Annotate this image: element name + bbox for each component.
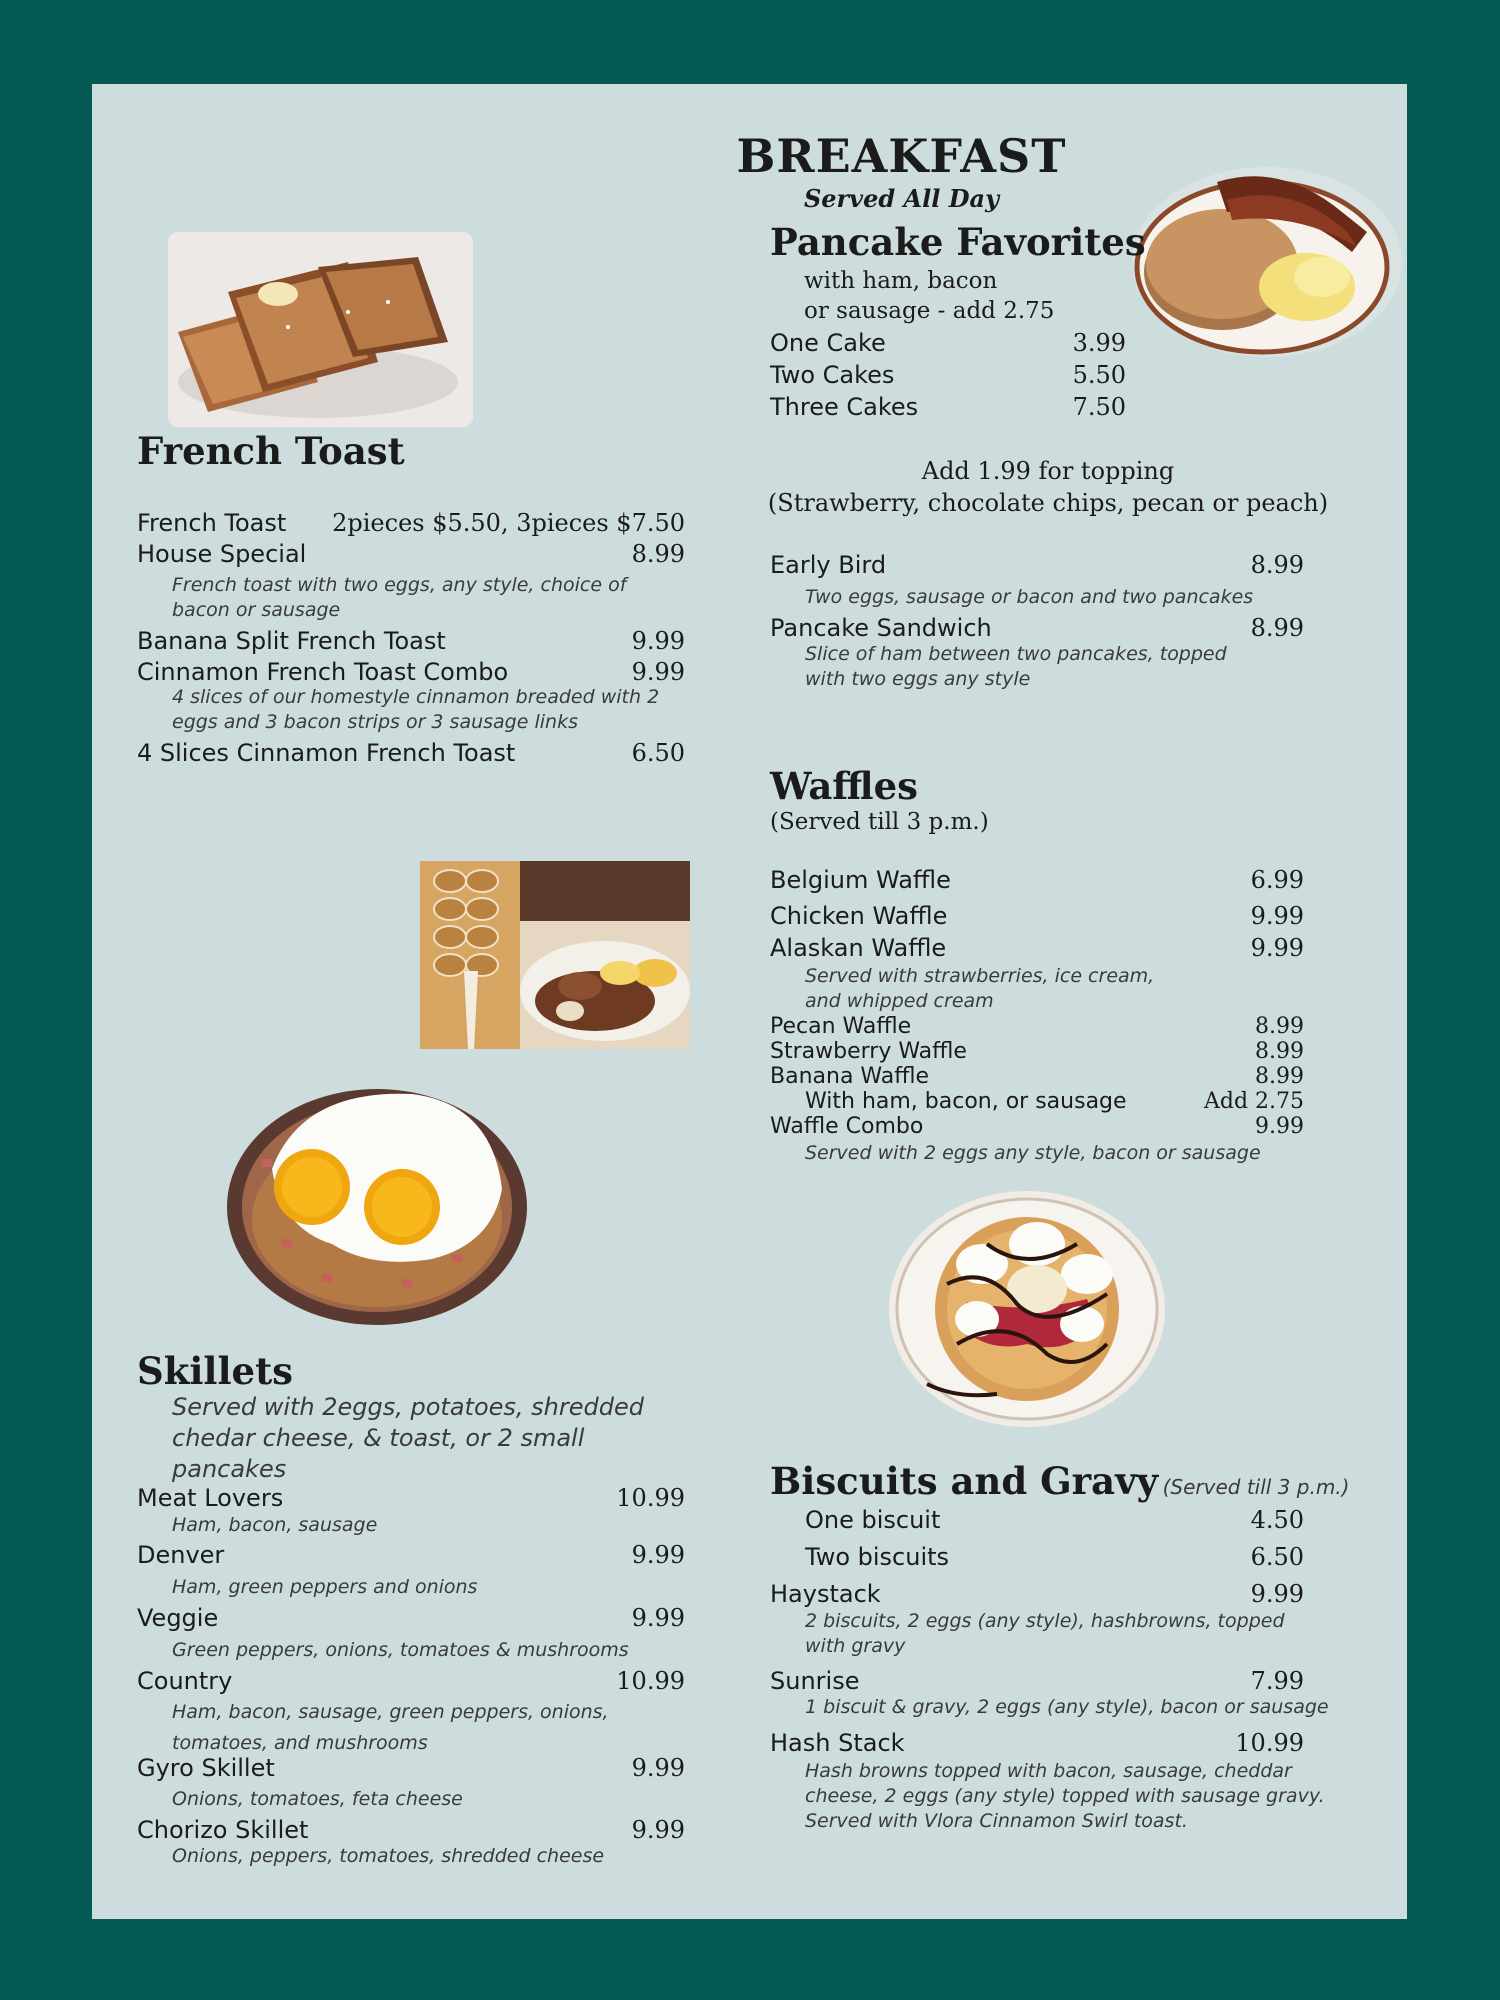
item-name: Two Cakes <box>770 361 895 389</box>
menu-item <box>137 1484 685 1515</box>
french-toast-heading: French Toast <box>137 429 405 473</box>
item-price: 9.99 <box>631 1604 685 1632</box>
item-description: 4 slices of our homestyle cinnamon breaded with 2 eggs and 3 bacon strips or 3 sausage links <box>172 686 660 733</box>
item-price: 9.99 <box>1250 902 1304 930</box>
item-description: Onions, tomatoes, feta cheese <box>172 1788 463 1810</box>
menu-item <box>137 540 685 571</box>
item-price: 8.99 <box>1255 1014 1304 1039</box>
item-name: Sunrise <box>770 1667 860 1695</box>
topping-note: Add 1.99 for topping <box>921 457 1175 485</box>
item-price: 8.99 <box>1255 1064 1304 1089</box>
item-description: Ham, bacon, sausage, green peppers, onions, tomatoes, and mushrooms <box>172 1701 609 1754</box>
menu-item <box>770 551 1304 582</box>
item-price: 8.99 <box>1250 614 1304 642</box>
item-name: Hash Stack <box>770 1729 905 1757</box>
menu-item <box>770 1667 1304 1698</box>
item-name: Veggie <box>137 1604 219 1632</box>
topping-options: (Strawberry, chocolate chips, pecan or peach) <box>767 489 1329 517</box>
item-price: 9.99 <box>1255 1114 1304 1139</box>
item-price: 9.99 <box>631 658 685 686</box>
skillets-intro: Served with 2eggs, potatoes, shredded chedar cheese, & toast, or 2 small pancakes <box>172 1393 644 1483</box>
item-name: Early Bird <box>770 551 887 579</box>
item-price: 9.99 <box>1250 1580 1304 1608</box>
item-price: 7.50 <box>1072 393 1126 421</box>
menu-item <box>137 1816 685 1847</box>
biscuits-note: (Served till 3 p.m.) <box>1162 1475 1350 1499</box>
pancake-heading: Pancake Favorites <box>770 220 1146 264</box>
item-price: 6.50 <box>1250 1543 1304 1571</box>
item-description: Served with strawberries, ice cream, and whipped cream <box>805 965 1155 1012</box>
item-name: Pecan Waffle <box>770 1014 912 1039</box>
item-name: One biscuit <box>805 1506 941 1534</box>
item-description: 2 biscuits, 2 eggs (any style), hashbrowns, topped with gravy <box>805 1610 1285 1657</box>
menu-item <box>137 1667 685 1698</box>
item-price: 9.99 <box>631 1816 685 1844</box>
item-price: 8.99 <box>631 540 685 568</box>
item-name: House Special <box>137 540 307 568</box>
item-price: 9.99 <box>1250 934 1304 962</box>
pancake-note-1: with ham, bacon <box>804 268 998 294</box>
item-price: 6.50 <box>631 739 685 767</box>
menu-item <box>770 902 1304 933</box>
menu-item <box>770 1114 1304 1139</box>
item-name: Denver <box>137 1541 225 1569</box>
item-price: Add 2.75 <box>1203 1089 1304 1114</box>
menu-item <box>770 1014 1304 1039</box>
item-name: Strawberry Waffle <box>770 1039 967 1064</box>
menu-item <box>770 329 1126 360</box>
item-description: Green peppers, onions, tomatoes & mushrooms <box>172 1639 629 1661</box>
item-name: Belgium Waffle <box>770 866 951 894</box>
french-toast-first-line <box>137 509 685 540</box>
menu-item <box>137 739 685 770</box>
item-name: Waffle Combo <box>770 1114 924 1139</box>
pancake-photo <box>1132 142 1407 362</box>
waffles-heading: Waffles <box>770 764 918 808</box>
item-price: 7.99 <box>1250 1667 1304 1695</box>
item-price: 9.99 <box>631 1541 685 1569</box>
menu-item <box>137 1604 685 1635</box>
item-price: 10.99 <box>616 1484 685 1512</box>
item-price: 9.99 <box>631 1754 685 1782</box>
menu-item <box>805 1543 1304 1574</box>
waffle-sundae-photo <box>887 1184 1172 1429</box>
menu-page <box>92 84 1407 1919</box>
item-name: Alaskan Waffle <box>770 934 947 962</box>
item-name: Chicken Waffle <box>770 902 948 930</box>
item-name: French Toast <box>137 509 287 537</box>
menu-item <box>137 1541 685 1572</box>
item-description: Served with 2 eggs any style, bacon or sausage <box>805 1142 1261 1164</box>
menu-item <box>770 361 1126 392</box>
item-price: 9.99 <box>631 627 685 655</box>
item-name: Banana Split French Toast <box>137 627 446 655</box>
menu-item-addon <box>805 1089 1304 1114</box>
menu-item <box>805 1506 1304 1537</box>
item-price: 3.99 <box>1072 329 1126 357</box>
item-price: 4.50 <box>1250 1506 1304 1534</box>
waffle-stack-photo <box>420 861 690 1049</box>
item-name: 4 Slices Cinnamon French Toast <box>137 739 516 767</box>
biscuits-heading: Biscuits and Gravy <box>770 1459 1159 1503</box>
menu-item <box>137 1754 685 1785</box>
item-name: Two biscuits <box>805 1543 950 1571</box>
skillet-photo <box>212 1069 542 1339</box>
item-description: Slice of ham between two pancakes, topped with two eggs any style <box>805 643 1227 690</box>
menu-title: BREAKFAST <box>736 129 1067 183</box>
item-description: Onions, peppers, tomatoes, shredded cheese <box>172 1845 605 1867</box>
item-price: 8.99 <box>1250 551 1304 579</box>
menu-item <box>137 627 685 658</box>
item-name: Meat Lovers <box>137 1484 284 1512</box>
item-name: Chorizo Skillet <box>137 1816 309 1844</box>
menu-item <box>770 934 1304 965</box>
menu-item <box>770 1039 1304 1064</box>
item-description: Ham, green peppers and onions <box>172 1576 478 1598</box>
item-name: Three Cakes <box>770 393 919 421</box>
item-name: Pancake Sandwich <box>770 614 992 642</box>
waffles-note: (Served till 3 p.m.) <box>770 809 989 835</box>
item-description: Two eggs, sausage or bacon and two pancakes <box>805 586 1254 608</box>
french-toast-photo <box>168 232 473 427</box>
pancake-note-2: or sausage - add 2.75 <box>804 298 1055 324</box>
item-price: 5.50 <box>1072 361 1126 389</box>
item-name: With ham, bacon, or sausage <box>805 1089 1127 1114</box>
menu-item <box>770 393 1126 424</box>
skillets-heading: Skillets <box>137 1349 293 1393</box>
item-price: 6.99 <box>1250 866 1304 894</box>
menu-item <box>770 1580 1304 1611</box>
item-price: 10.99 <box>1235 1729 1304 1757</box>
menu-item <box>770 1064 1304 1089</box>
item-name: One Cake <box>770 329 886 357</box>
item-description: Hash browns topped with bacon, sausage, cheddar cheese, 2 eggs (any style) topped with sausage gravy. Served with Vlora Cinnamon Swirl toast. <box>805 1760 1325 1832</box>
item-price: 10.99 <box>616 1667 685 1695</box>
item-name: Haystack <box>770 1580 881 1608</box>
item-description: Ham, bacon, sausage <box>172 1514 378 1536</box>
item-name: Country <box>137 1667 233 1695</box>
item-name: Banana Waffle <box>770 1064 930 1089</box>
menu-item <box>770 866 1304 897</box>
menu-subtitle: Served All Day <box>803 184 1000 213</box>
menu-item <box>770 1729 1304 1760</box>
menu-item <box>770 614 1304 645</box>
item-name: Gyro Skillet <box>137 1754 275 1782</box>
item-description: 1 biscuit & gravy, 2 eggs (any style), bacon or sausage <box>805 1696 1329 1718</box>
item-detail: 2pieces $5.50, 3pieces $7.50 <box>332 509 685 537</box>
item-price: 8.99 <box>1255 1039 1304 1064</box>
item-description: French toast with two eggs, any style, choice of bacon or sausage <box>172 574 627 621</box>
item-name: Cinnamon French Toast Combo <box>137 658 509 686</box>
biscuits-heading-row <box>770 1459 1349 1503</box>
